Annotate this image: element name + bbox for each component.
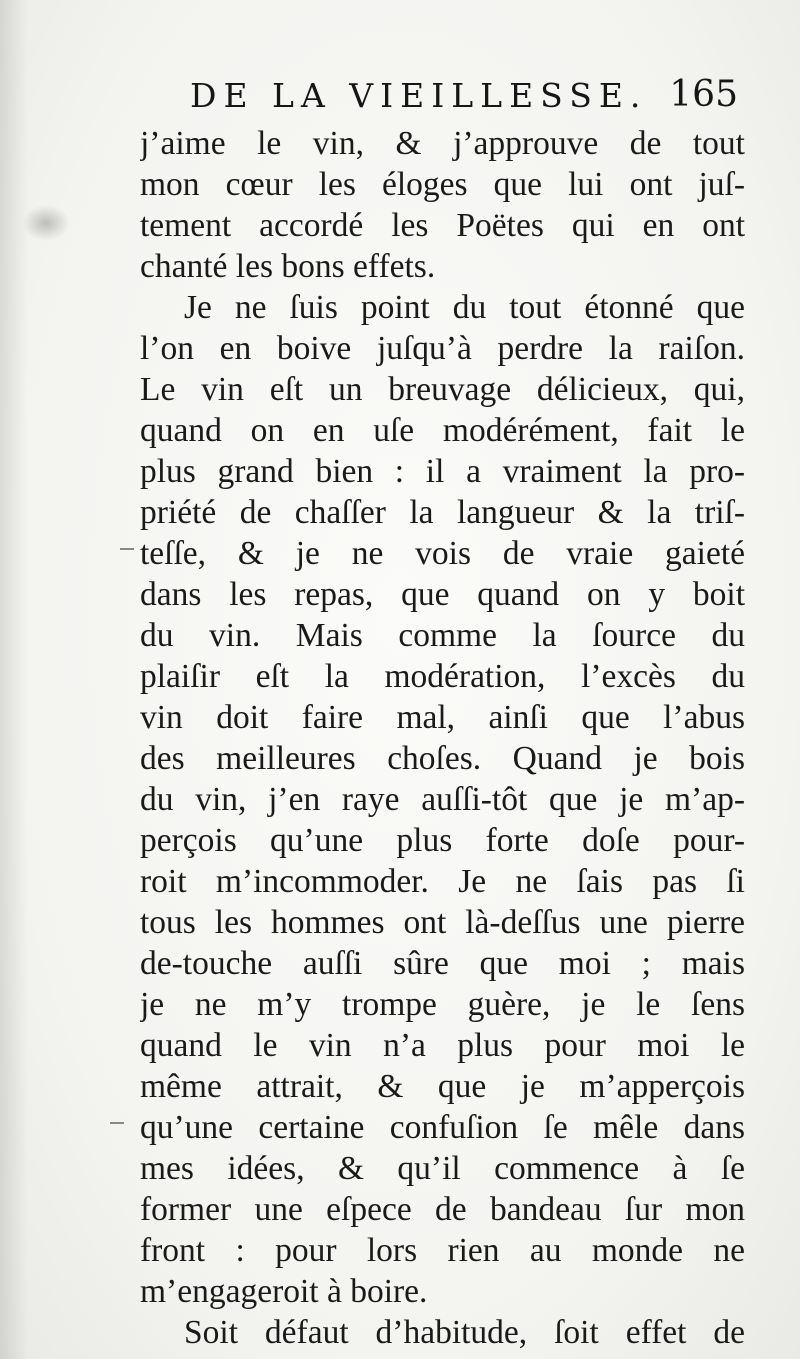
text-line: qu’une certaine confuſion ſe mêle dans bbox=[140, 1109, 745, 1146]
margin-mark bbox=[120, 548, 134, 550]
body-text bbox=[140, 123, 745, 1353]
text-line: quand le vin n’a plus pour moi le bbox=[140, 1027, 745, 1064]
text-line: j’aime le vin, & j’approuve de tout bbox=[140, 125, 745, 162]
text-line: de-touche auſſi sûre que moi ; mais bbox=[140, 945, 745, 982]
text-line: vin doit faire mal, ainſi que l’abus bbox=[140, 699, 745, 736]
text-line: dans les repas, que quand on y boit bbox=[140, 576, 745, 613]
text-line: des meilleures choſes. Quand je bois bbox=[140, 740, 745, 777]
text-line: roit m’incommoder. Je ne ſais pas ſi bbox=[140, 863, 745, 900]
text-line: mon cœur les éloges que lui ont juſ- bbox=[140, 166, 745, 203]
text-line: tement accordé les Poëtes qui en ont bbox=[140, 207, 745, 244]
page-smudge bbox=[22, 205, 70, 241]
text-line: perçois qu’une plus forte doſe pour- bbox=[140, 822, 745, 859]
text-line: chanté les bons effets. bbox=[140, 248, 436, 285]
text-line: Le vin eſt un breuvage délicieux, qui, bbox=[140, 371, 745, 408]
text-line: former une eſpece de bandeau ſur mon bbox=[140, 1191, 745, 1228]
text-line: priété de chaſſer la langueur & la triſ- bbox=[140, 494, 745, 531]
text-line: Je ne ſuis point du tout étonné que bbox=[184, 289, 745, 326]
running-head: DE LA VIEILLESSE. bbox=[190, 76, 648, 115]
text-line: tous les hommes ont là-deſſus une pierre bbox=[140, 904, 745, 941]
page-number: 165 bbox=[669, 74, 738, 115]
text-line: plus grand bien : il a vraiment la pro- bbox=[140, 453, 745, 490]
text-line: Soit défaut d’habitude, ſoit effet de bbox=[184, 1314, 745, 1351]
text-line: front : pour lors rien au monde ne bbox=[140, 1232, 745, 1269]
text-line: l’on en boive juſqu’à perdre la raiſon. bbox=[140, 330, 745, 367]
text-line: quand on en uſe modérément, fait le bbox=[140, 412, 745, 449]
text-line: teſſe, & je ne vois de vraie gaieté bbox=[140, 535, 745, 572]
text-line: mes idées, & qu’il commence à ſe bbox=[140, 1150, 745, 1187]
margin-mark bbox=[110, 1122, 124, 1124]
text-line: m’engageroit à boire. bbox=[140, 1273, 428, 1310]
text-line: plaiſir eſt la modération, l’excès du bbox=[140, 658, 745, 695]
text-line: du vin. Mais comme la ſource du bbox=[140, 617, 745, 654]
text-line: même attrait, & que je m’apperçois bbox=[140, 1068, 745, 1105]
text-line: je ne m’y trompe guère, je le ſens bbox=[140, 986, 745, 1023]
text-line: du vin, j’en raye auſſi-tôt que je m’ap- bbox=[140, 781, 745, 818]
page-header bbox=[190, 70, 738, 118]
